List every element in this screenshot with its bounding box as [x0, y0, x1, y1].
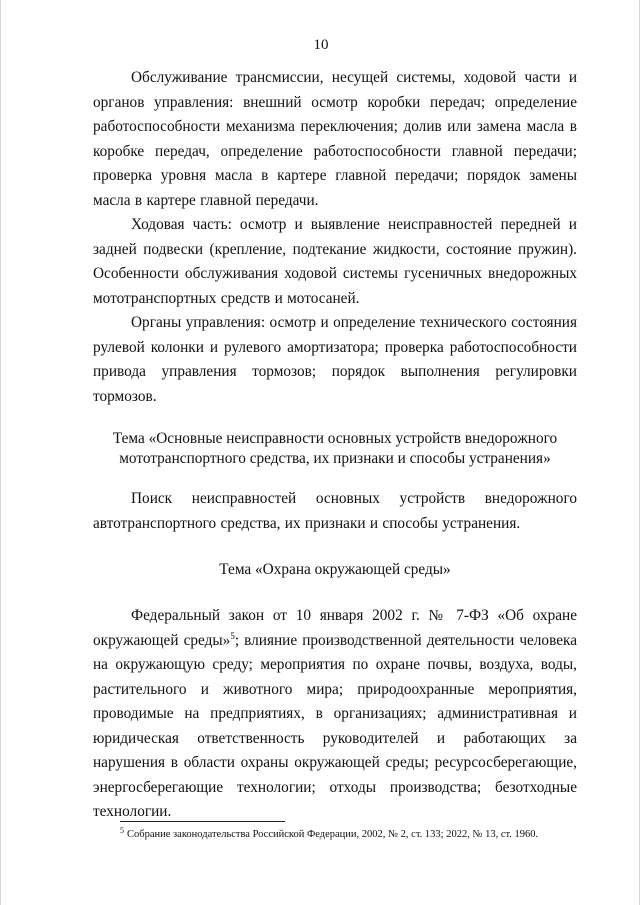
footnote-separator [120, 821, 285, 822]
footnote-mark: 5 [120, 825, 124, 835]
section-heading-environment: Тема «Охрана окружающей среды» [219, 561, 451, 578]
section-heading-faults-line1: Тема «Основные неисправности основных устройств внедорожного [112, 430, 558, 447]
paragraph-transmission-maintenance: Обслуживание трансмиссии, несущей системы, ходовой части и органов управления: внешний осмотр коробки передач; определение работоспособности механизма переключения; долив или замена масла в коробке передач, определение работоспособности главной передачи; проверка уровня масла в картере главной передачи; порядок замены масла в картере главной передачи. [93, 69, 577, 209]
section-heading-faults-line2: мототранспортного средства, их признаки и способы устранения» [119, 450, 551, 467]
paragraph-chassis: Ходовая часть: осмотр и выявление неисправностей передней и задней подвески (крепление, подтекание жидкости, состояние пружин). Особенности обслуживания ходовой системы гусеничных внедорожных мототранспортных средств и мотосаней. [93, 216, 577, 307]
footnote [120, 825, 590, 842]
paragraph-troubleshooting: Поиск неисправностей основных устройств внедорожного автотранспортного средства, их признаки и способы устранения. [93, 490, 577, 532]
paragraph-controls: Органы управления: осмотр и определение технического состояния рулевой колонки и рулевого амортизатора; проверка работоспособности привода управления тормозов; порядок выполнения регулировки тормозов. [93, 314, 577, 405]
paragraph-environment-law-text-rest: ; влияние производственной деятельности человека на окружающую среду; мероприятия по охране почвы, воздуха, воды, растительного и животного мира; природоохранные мероприятия, проводимые на предприятиях, в организациях; административная и юридическая ответственность руководителей и работающих за нарушения в области охраны окружающей среды; ресурсосберегающие, энергосберегающие технологии; отходы производства; безотходные технологии. [93, 631, 577, 820]
page-number: 10 [313, 37, 329, 53]
section-heading-faults [93, 429, 577, 469]
paragraph-environment-law [93, 604, 577, 825]
paragraph-environment-law-text-start: Федеральный закон от 10 января 2002 г. № 7-ФЗ «Об охране окружающей среды» [93, 607, 577, 649]
footnote-text: Собрание законодательства Российской Федерации, 2002, № 2, ст. 133; 2022, № 13, ст. 1960. [127, 829, 539, 840]
document-body [93, 66, 577, 825]
footnote-reference[interactable]: 5 [230, 630, 235, 641]
